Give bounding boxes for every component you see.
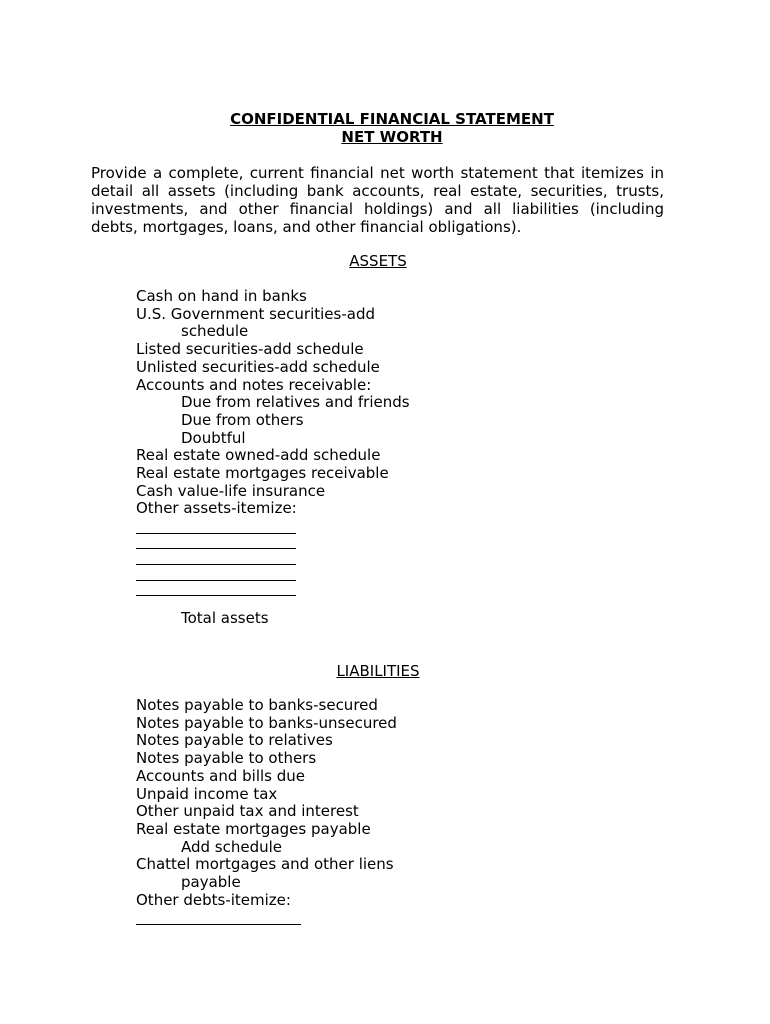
liabilities-heading: LIABILITIES bbox=[336, 662, 420, 680]
blank-line bbox=[136, 565, 296, 581]
liability-item: Chattel mortgages and other liens bbox=[136, 855, 394, 874]
liability-item: Other debts-itemize: bbox=[136, 890, 291, 909]
blank-line bbox=[136, 909, 301, 925]
liability-item: Accounts and bills due bbox=[136, 766, 305, 785]
asset-item: U.S. Government securities-add bbox=[136, 304, 375, 323]
title-line-2: NET WORTH bbox=[341, 128, 443, 146]
liability-item: Notes payable to banks-secured bbox=[136, 696, 378, 714]
total-assets-label: Total assets bbox=[181, 609, 269, 627]
asset-item: Due from others bbox=[181, 410, 304, 429]
asset-item: Cash value-life insurance bbox=[136, 481, 326, 500]
asset-item: Cash on hand in banks bbox=[136, 287, 307, 305]
asset-item: Real estate owned-add schedule bbox=[136, 446, 381, 465]
liability-item: Notes payable to relatives bbox=[136, 731, 333, 750]
document-title bbox=[0, 110, 770, 146]
asset-item: Doubtful bbox=[181, 428, 246, 447]
title-line-1: CONFIDENTIAL FINANCIAL STATEMENT bbox=[230, 110, 554, 128]
asset-item: Listed securities-add schedule bbox=[136, 340, 364, 359]
blank-line bbox=[136, 534, 296, 550]
asset-item: schedule bbox=[181, 322, 249, 341]
assets-list bbox=[136, 288, 410, 596]
assets-heading: ASSETS bbox=[349, 252, 407, 270]
intro-paragraph: Provide a complete, current financial net worth statement that itemizes in detail all assets (including bank accounts, real estate, securities, trusts, investments, and other financial holdings) and all liabilities (including debts, mortgages, loans, and other financial obligations). bbox=[91, 164, 664, 236]
asset-item: Unlisted securities-add schedule bbox=[136, 357, 380, 376]
liability-item: Unpaid income tax bbox=[136, 784, 278, 803]
asset-item: Real estate mortgages receivable bbox=[136, 464, 389, 483]
blank-line bbox=[136, 549, 296, 565]
liability-item: Notes payable to others bbox=[136, 749, 317, 768]
asset-item: Accounts and notes receivable: bbox=[136, 375, 372, 394]
liability-item: Add schedule bbox=[181, 837, 283, 856]
asset-item: Due from relatives and friends bbox=[181, 393, 410, 412]
blank-line bbox=[136, 581, 296, 597]
liability-item: Real estate mortgages payable bbox=[136, 819, 371, 838]
liability-item: Other unpaid tax and interest bbox=[136, 802, 359, 821]
liabilities-list bbox=[136, 697, 397, 925]
liability-item: payable bbox=[181, 873, 241, 892]
liability-item: Notes payable to banks-unsecured bbox=[136, 713, 397, 732]
asset-item: Other assets-itemize: bbox=[136, 499, 297, 518]
blank-line bbox=[136, 518, 296, 534]
